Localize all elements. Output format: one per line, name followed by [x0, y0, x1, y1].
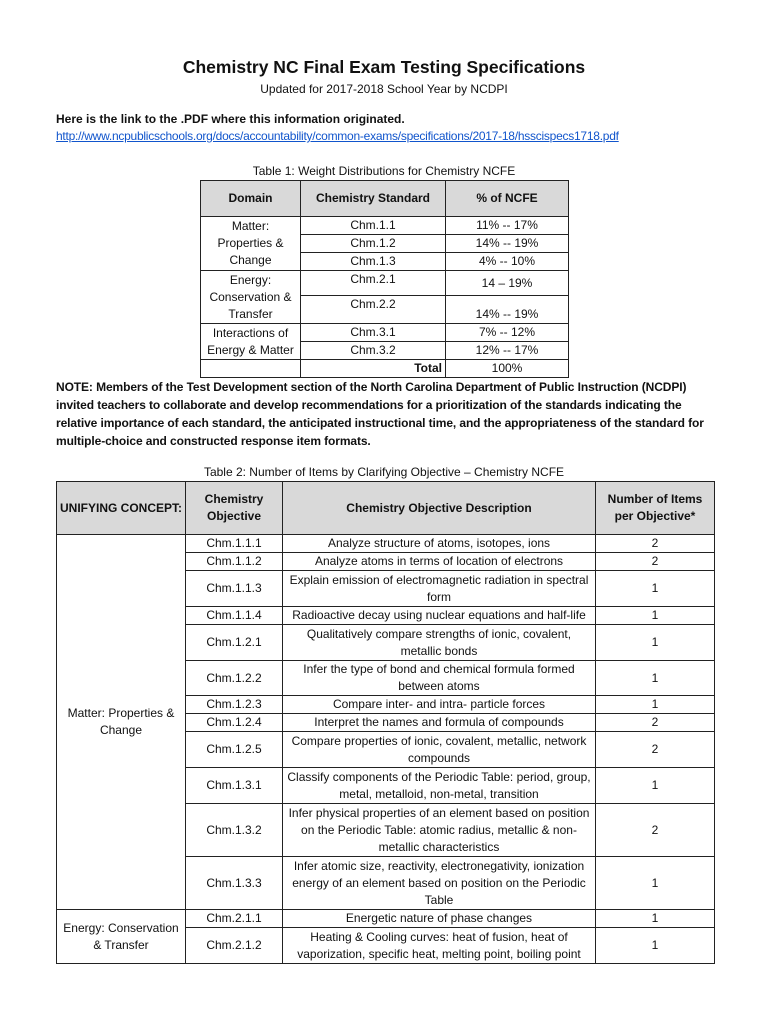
items-cell: 2	[596, 732, 715, 768]
items-cell: 2	[596, 804, 715, 857]
standard-cell: Chm.1.2	[301, 235, 446, 253]
standard-cell: Chm.1.1	[301, 217, 446, 235]
total-value: 100%	[446, 360, 569, 378]
objective-cell: Chm.2.1.2	[186, 928, 283, 964]
standard-cell: Chm.2.1	[301, 271, 446, 296]
description-cell: Energetic nature of phase changes	[283, 910, 596, 928]
objective-cell: Chm.1.2.5	[186, 732, 283, 768]
objective-cell: Chm.1.1.3	[186, 571, 283, 607]
objective-cell: Chm.1.3.3	[186, 857, 283, 910]
header-concept: UNIFYING CONCEPT:	[57, 482, 186, 535]
items-cell: 1	[596, 625, 715, 661]
objective-cell: Chm.1.1.4	[186, 607, 283, 625]
concept-cell: Energy: Conservation & Transfer	[57, 910, 186, 964]
table1-caption: Table 1: Weight Distributions for Chemistry NCFE	[252, 164, 516, 178]
table-row	[57, 910, 715, 928]
empty-cell	[201, 360, 301, 378]
percent-cell: 12% -- 17%	[446, 342, 569, 360]
percent-cell: 14% -- 19%	[446, 235, 569, 253]
header-percent: % of NCFE	[446, 181, 569, 217]
objective-cell: Chm.1.1.2	[186, 553, 283, 571]
items-cell: 1	[596, 768, 715, 804]
objective-cell: Chm.1.1.1	[186, 535, 283, 553]
document-subtitle: Updated for 2017-2018 School Year by NCDPI	[260, 82, 508, 96]
objective-cell: Chm.1.2.3	[186, 696, 283, 714]
items-cell: 1	[596, 607, 715, 625]
domain-cell: Energy: Conservation & Transfer	[201, 271, 301, 324]
weight-distribution-table	[200, 180, 569, 378]
note-paragraph: NOTE: Members of the Test Development section of the North Carolina Department of Public Instruction (NCDPI) invited teachers to collaborate and develop recommendations for a prioritization of the standards indicating the relative importance of each standard, the anticipated instructional time, and the appropriateness of the standard for multiple-choice and constructed response item formats.	[56, 380, 704, 448]
objective-cell: Chm.1.3.2	[186, 804, 283, 857]
concept-cell: Matter: Properties & Change	[57, 535, 186, 910]
percent-cell: 4% -- 10%	[446, 253, 569, 271]
objective-cell: Chm.1.3.1	[186, 768, 283, 804]
domain-cell: Interactions of Energy & Matter	[201, 324, 301, 360]
description-cell: Compare properties of ionic, covalent, metallic, network compounds	[283, 732, 596, 768]
description-cell: Explain emission of electromagnetic radiation in spectral form	[283, 571, 596, 607]
objective-cell: Chm.1.2.2	[186, 661, 283, 696]
percent-cell: 11% -- 17%	[446, 217, 569, 235]
percent-cell: 14% -- 19%	[446, 296, 569, 324]
description-cell: Heating & Cooling curves: heat of fusion, heat of vaporization, specific heat, melting point, boiling point	[283, 928, 596, 964]
items-cell: 1	[596, 910, 715, 928]
description-cell: Infer the type of bond and chemical formula formed between atoms	[283, 661, 596, 696]
items-cell: 1	[596, 857, 715, 910]
standard-cell: Chm.3.2	[301, 342, 446, 360]
document-title: Chemistry NC Final Exam Testing Specifications	[182, 57, 586, 77]
header-objective: Chemistry Objective	[186, 482, 283, 535]
header-standard: Chemistry Standard	[301, 181, 446, 217]
objective-cell: Chm.1.2.4	[186, 714, 283, 732]
items-cell: 2	[596, 553, 715, 571]
total-label: Total	[301, 360, 446, 378]
percent-cell: 14 – 19%	[446, 271, 569, 296]
description-cell: Radioactive decay using nuclear equations and half-life	[283, 607, 596, 625]
description-cell: Infer physical properties of an element based on position on the Periodic Table: atomic radius, metallic & non-metallic characteristics	[283, 804, 596, 857]
intro-text: Here is the link to the .PDF where this information originated.	[56, 112, 405, 126]
header-description: Chemistry Objective Description	[283, 482, 596, 535]
items-cell: 2	[596, 714, 715, 732]
items-cell: 1	[596, 571, 715, 607]
description-cell: Interpret the names and formula of compounds	[283, 714, 596, 732]
items-cell: 1	[596, 696, 715, 714]
description-cell: Infer atomic size, reactivity, electronegativity, ionization energy of an element based on position on the Periodic Table	[283, 857, 596, 910]
percent-cell: 7% -- 12%	[446, 324, 569, 342]
description-cell: Qualitatively compare strengths of ionic, covalent, metallic bonds	[283, 625, 596, 661]
items-cell: 1	[596, 928, 715, 964]
items-cell: 1	[596, 661, 715, 696]
standard-cell: Chm.2.2	[301, 296, 446, 324]
table-row	[57, 535, 715, 553]
objectives-table	[56, 481, 715, 964]
objective-cell: Chm.2.1.1	[186, 910, 283, 928]
objective-cell: Chm.1.2.1	[186, 625, 283, 661]
table2-caption: Table 2: Number of Items by Clarifying Objective – Chemistry NCFE	[203, 465, 565, 479]
domain-cell: Matter: Properties & Change	[201, 217, 301, 271]
standard-cell: Chm.1.3	[301, 253, 446, 271]
items-cell: 2	[596, 535, 715, 553]
header-items: Number of Items per Objective*	[596, 482, 715, 535]
description-cell: Analyze structure of atoms, isotopes, ions	[283, 535, 596, 553]
source-pdf-link[interactable]: http://www.ncpublicschools.org/docs/accountability/common-exams/specifications/2017-18/hsscispecs1718.pdf	[56, 129, 619, 143]
header-domain: Domain	[201, 181, 301, 217]
description-cell: Compare inter- and intra- particle forces	[283, 696, 596, 714]
description-cell: Analyze atoms in terms of location of electrons	[283, 553, 596, 571]
description-cell: Classify components of the Periodic Table: period, group, metal, metalloid, non-metal, transition	[283, 768, 596, 804]
standard-cell: Chm.3.1	[301, 324, 446, 342]
